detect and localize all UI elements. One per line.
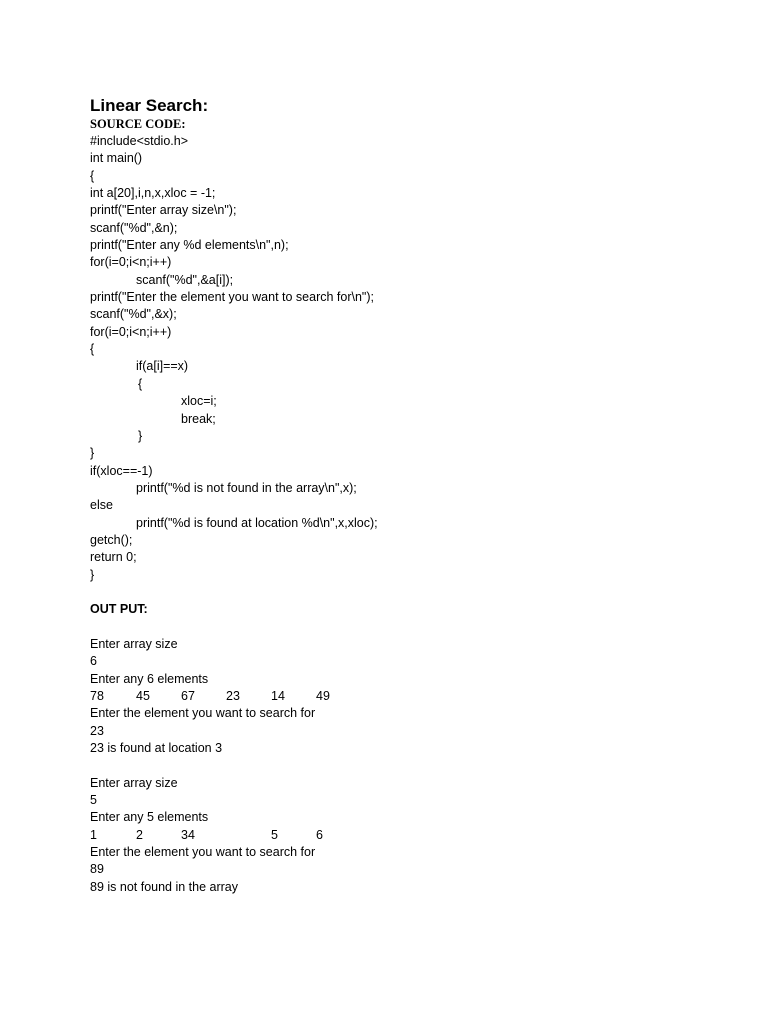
- output-line: Enter any 6 elements: [90, 671, 209, 686]
- source-code-block: [90, 133, 730, 584]
- code-line: if(xloc==-1): [90, 463, 153, 478]
- document-body: [90, 96, 730, 896]
- output-run-2: [90, 775, 730, 896]
- code-line: int a[20],i,n,x,xloc = -1;: [90, 186, 216, 201]
- code-line: {: [90, 168, 95, 183]
- element-value: 49: [316, 689, 330, 703]
- code-line: else: [90, 498, 113, 513]
- element-value: 23: [226, 689, 240, 703]
- code-line: int main(): [90, 151, 143, 166]
- element-value: 5: [271, 827, 278, 842]
- element-value: 2: [136, 827, 143, 842]
- output-line: 89 is not found in the array: [90, 879, 239, 894]
- output-line: Enter any 5 elements: [90, 810, 209, 825]
- code-line: break;: [181, 411, 216, 426]
- code-line: scanf("%d",&n);: [90, 220, 178, 235]
- code-line: scanf("%d",&a[i]);: [136, 272, 234, 287]
- element-value: 78: [90, 689, 104, 703]
- element-value: 67: [181, 689, 195, 703]
- output-run-1: [90, 636, 730, 757]
- source-code-heading: SOURCE CODE:: [90, 117, 186, 131]
- code-line: printf("%d is found at location %d\n",x,xloc);: [136, 515, 378, 530]
- element-value: 34: [181, 827, 195, 842]
- output-line: Enter the element you want to search for: [90, 706, 316, 721]
- code-line: printf("%d is not found in the array\n",x);: [136, 480, 357, 495]
- element-value: 14: [271, 689, 285, 703]
- element-values-row: [90, 827, 730, 844]
- code-line: printf("Enter the element you want to search for\n");: [90, 290, 375, 305]
- code-line: getch();: [90, 532, 133, 547]
- document-title: Linear Search:: [90, 96, 209, 115]
- code-line: {: [90, 342, 95, 357]
- code-line: #include<stdio.h>: [90, 134, 188, 148]
- code-line: for(i=0;i<n;i++): [90, 324, 172, 339]
- output-line: 5: [90, 793, 97, 808]
- element-value: 1: [90, 827, 97, 842]
- element-values-row: [90, 688, 730, 705]
- code-line: }: [90, 567, 95, 582]
- code-line: xloc=i;: [181, 394, 217, 409]
- code-line: printf("Enter array size\n");: [90, 203, 237, 218]
- output-line: 23 is found at location 3: [90, 741, 223, 756]
- output-line: 6: [90, 654, 97, 669]
- code-line: scanf("%d",&x);: [90, 307, 177, 322]
- code-line: }: [90, 446, 95, 461]
- output-line: 89: [90, 862, 104, 877]
- code-line: printf("Enter any %d elements\n",n);: [90, 238, 289, 253]
- output-heading: OUT PUT:: [90, 602, 148, 617]
- output-line: Enter array size: [90, 636, 178, 651]
- code-line: }: [138, 428, 143, 443]
- element-value: 6: [316, 827, 323, 842]
- output-line: Enter array size: [90, 775, 178, 790]
- output-line: 23: [90, 723, 104, 738]
- code-line: if(a[i]==x): [136, 359, 189, 374]
- element-value: 45: [136, 689, 150, 703]
- code-line: for(i=0;i<n;i++): [90, 255, 172, 270]
- output-line: Enter the element you want to search for: [90, 845, 316, 860]
- code-line: return 0;: [90, 550, 137, 565]
- code-line: {: [138, 376, 143, 391]
